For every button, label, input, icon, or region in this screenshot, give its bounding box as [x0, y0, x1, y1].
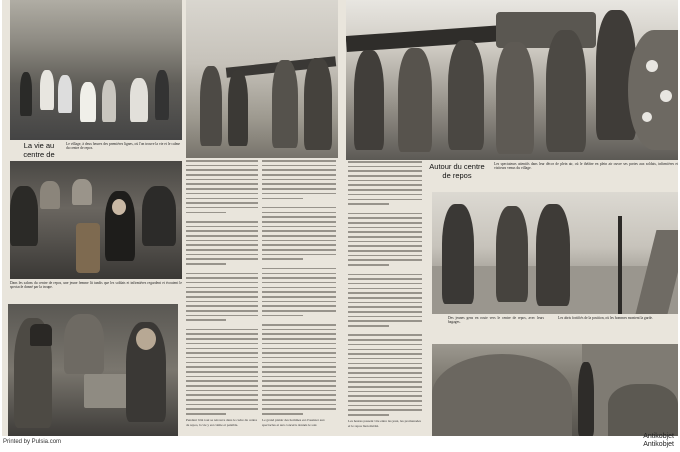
printer-credit: Printed by Pulsia.com [3, 439, 62, 445]
article-text-2: Le grand plaisir des hommes est d'assister aux spectacles et aux concerts donnés le soir. [262, 417, 325, 427]
caption-soldiers-walk: Des jeunes gens en route vers le centre de repos, avec leurs bagages. [448, 316, 544, 325]
watermark-1: Antikobjet [643, 433, 674, 440]
page-footer [0, 433, 680, 452]
photo-gun-crew-left [186, 0, 338, 158]
article-column-3 [348, 161, 422, 434]
article-column-4 [428, 182, 429, 183]
photo-gun-crew-right [346, 0, 678, 160]
watermark-block [643, 433, 674, 449]
caption-crowd: Les spectateurs attentifs dans leur décor de plein air, où le théâtre en plein air ouvre ses portes aux soldats, infirmières et visiteurs venus du village. [494, 162, 678, 171]
photo-trench [432, 344, 678, 436]
left-headline: La vie au centre de [23, 141, 55, 159]
caption-audience: Dans les salons du centre de repos, une jeune femme lit tandis que les soldats et infirmières regardent et écoutent le spectacle donné par la troupe. [10, 281, 182, 290]
article-column-1 [186, 160, 258, 434]
photo-audience [10, 161, 182, 279]
magazine-spread [2, 0, 678, 436]
photo-soldiers-walk [432, 192, 678, 314]
photo-chess [8, 304, 178, 436]
photo-crowd [10, 0, 182, 140]
caption-gun-crew: Le village, à deux heures des premières lignes, où l'on trouve la vie et le calme du centre de repos. [66, 142, 180, 151]
watermark-2: Antikobjet [643, 441, 674, 448]
article-column-2 [262, 160, 336, 434]
article-text-3: Les heures passent vite entre les jeux, les promenades et le repos bien mérité. [348, 418, 421, 428]
caption-trench: Les abris fortifiés de la position, où les hommes montent la garde. [558, 316, 653, 320]
article-text-4 [428, 182, 429, 183]
article-text-1: Pendant l'été tout se retrouve dans le cadre du centre de repos, la vie y est calme et paisible. [186, 417, 258, 427]
right-headline: Autour du centre de repos [429, 162, 485, 180]
